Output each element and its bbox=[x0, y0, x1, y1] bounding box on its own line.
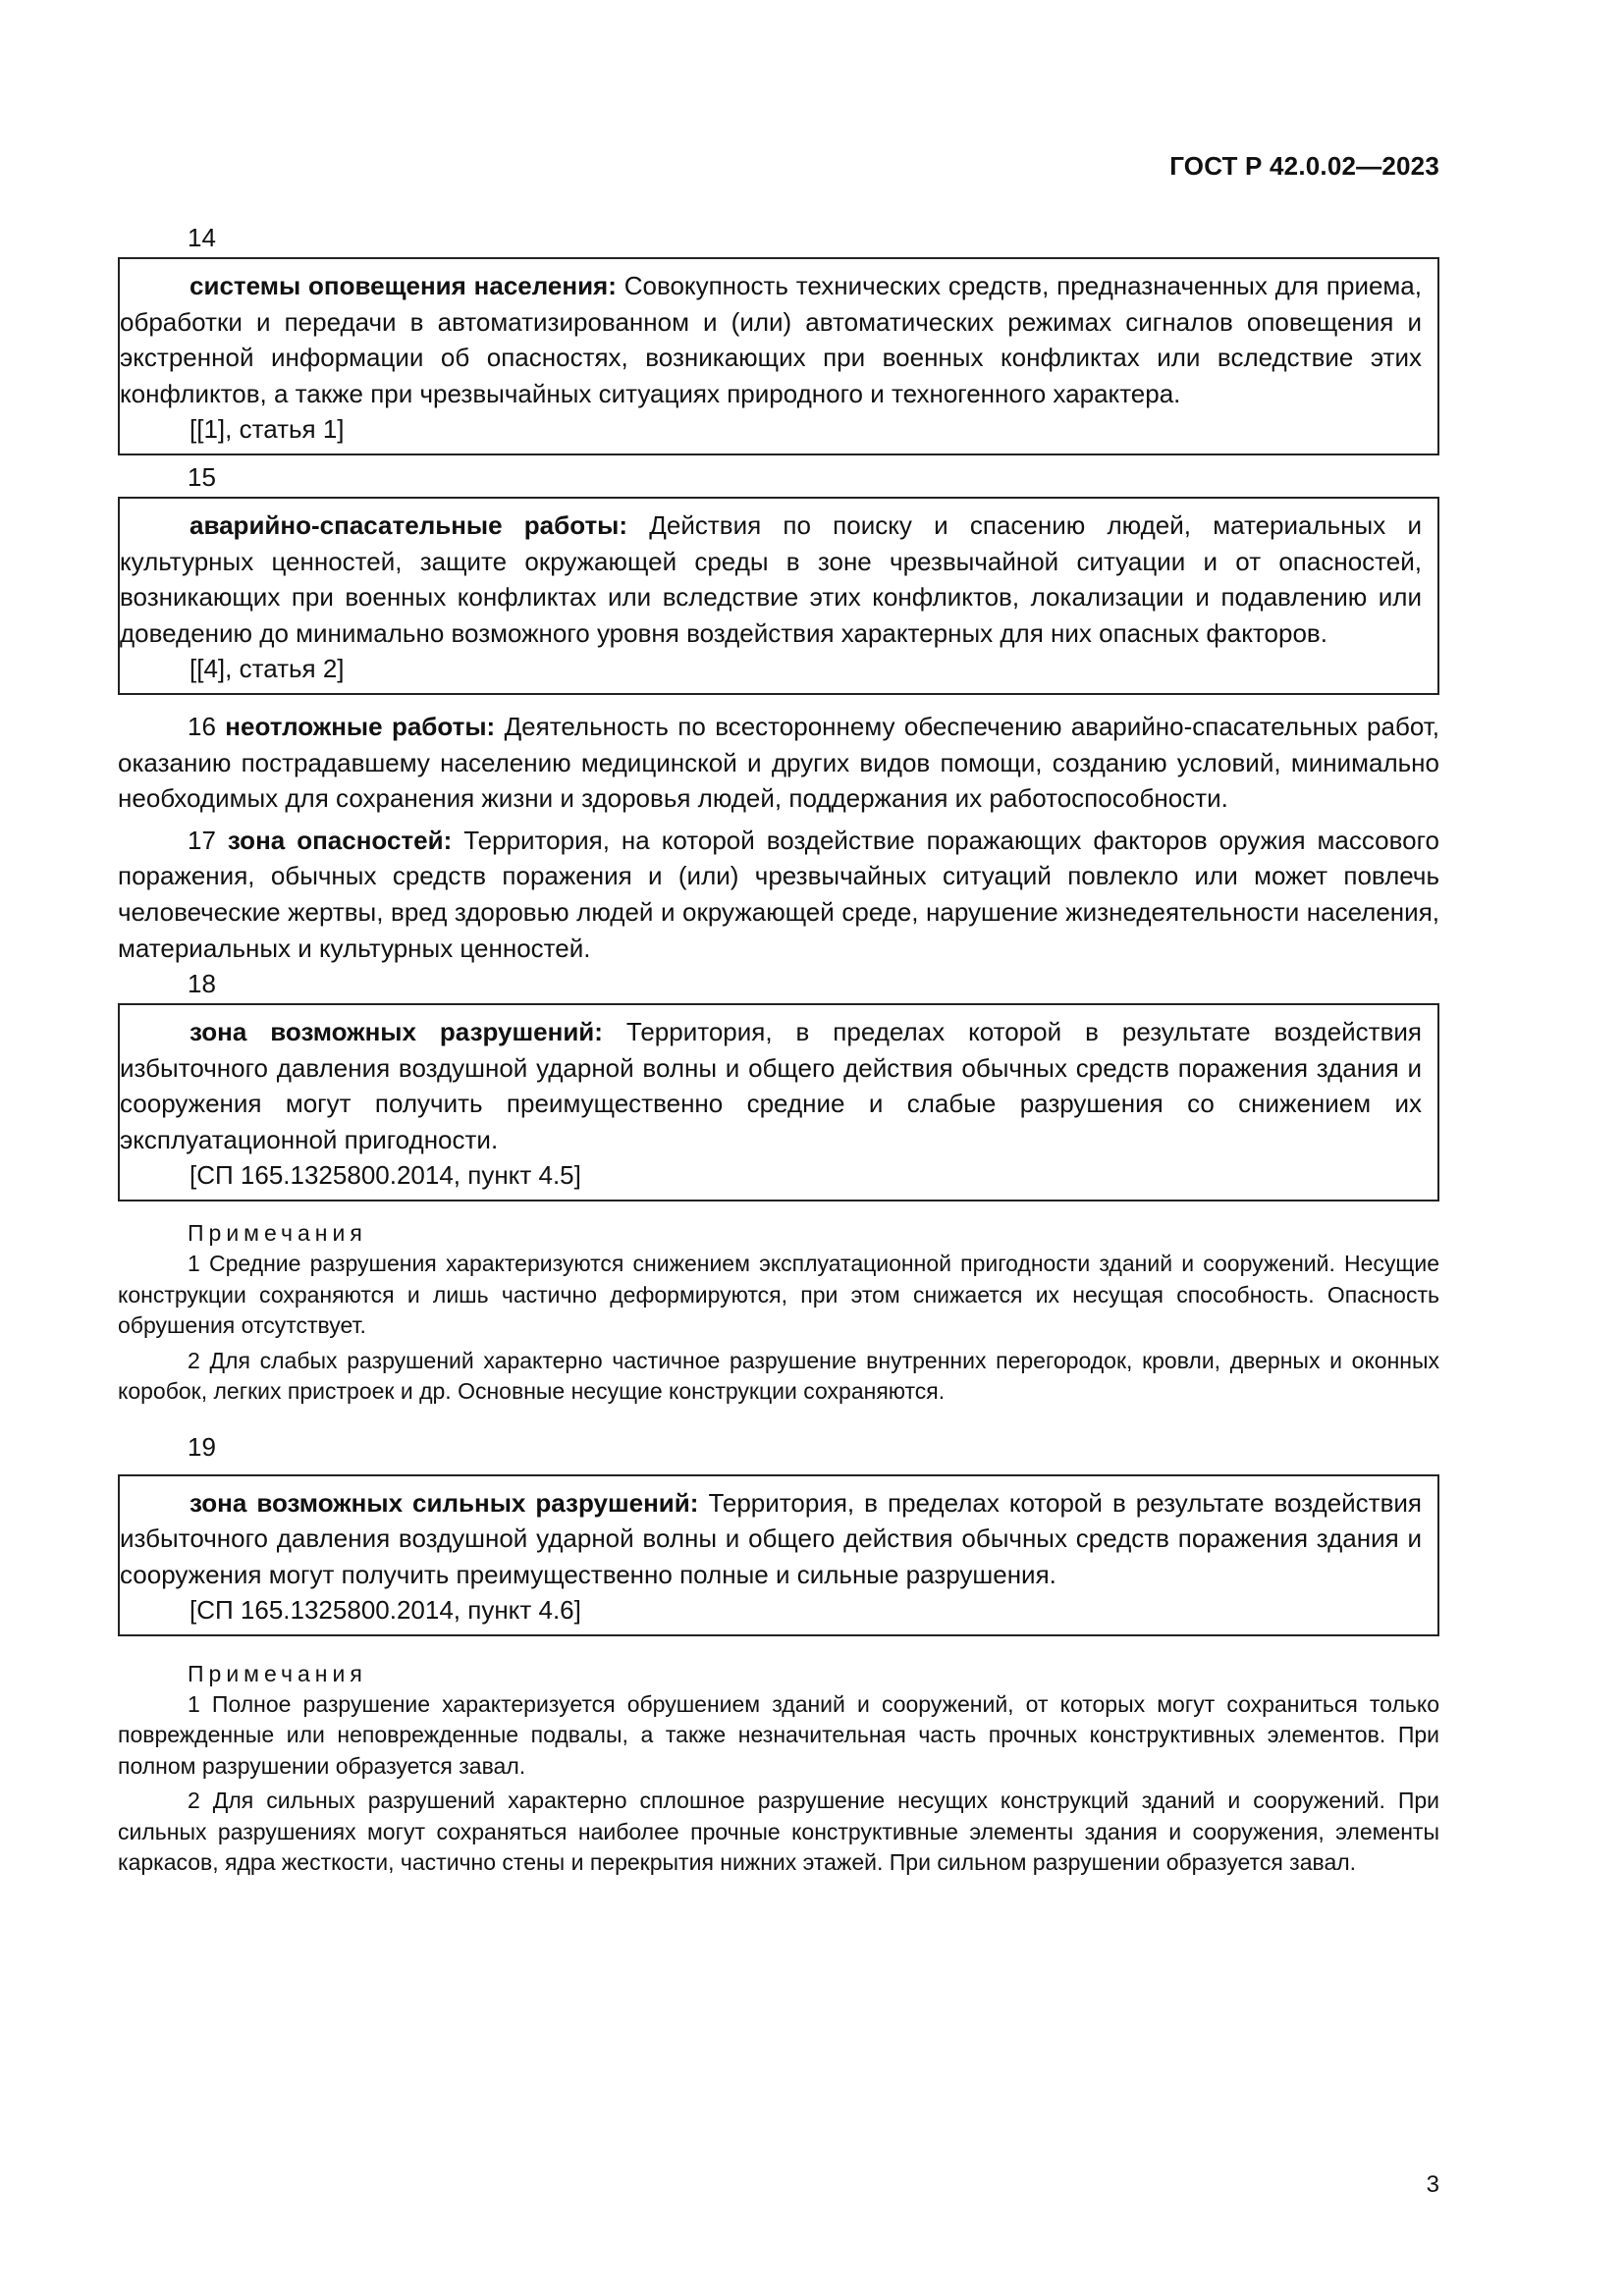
term-box bbox=[118, 1474, 1439, 1636]
term-name: зона возможных сильных разрушений: bbox=[189, 1487, 699, 1518]
notes-heading: Примечания bbox=[188, 1660, 367, 1686]
term-number: 15 bbox=[188, 461, 216, 492]
term-source: [СП 165.1325800.2014, пункт 4.6] bbox=[189, 1595, 581, 1626]
term-source: [СП 165.1325800.2014, пункт 4.5] bbox=[189, 1160, 581, 1191]
term-definition: системы оповещения населения: Совокупность технических средств, предназначенных для приема, обработки и передачи в автоматизированном и (или) автоматических режимах сигналов оповещения и экстренной информации об опасностях, возникающих при военных конфликтах или вследствие этих конфликтов, а также при чрезвычайных ситуациях природного и техногенного характера. bbox=[120, 271, 1422, 408]
page-body bbox=[118, 220, 1439, 1879]
document-title: ГОСТ Р 42.0.02—2023 bbox=[1169, 151, 1439, 181]
term-source: [[4], статья 2] bbox=[189, 654, 345, 684]
term-paragraph: 17 зона опасностей: Территория, на которой воздействие поражающих факторов оружия массового поражения, обычных средств поражения и (или) чрезвычайных ситуаций повлекло или может повлечь человеческие жертвы, вред здоровью людей и окружающей среде, нарушение жизнедеятельности населения, материальных и культурных ценностей. bbox=[118, 825, 1439, 963]
term-number: 14 bbox=[188, 223, 216, 252]
term-name: системы оповещения населения: bbox=[189, 271, 617, 300]
term-box bbox=[118, 497, 1439, 695]
note: 2 Для сильных разрушений характерно сплошное разрушение несущих конструкций зданий и сооружений. При сильных разрушениях могут сохраняться наиболее прочные конструктивные элементы здания и сооружения, элементы каркасов, ядра жесткости, частично стены и перекрытия нижних этажей. При сильном разрушении образуется завал. bbox=[118, 1788, 1439, 1876]
term-definition: зона возможных разрушений: Территория, в пределах которой в результате воздействия избыточного давления воздушной ударной волны и общего действия обычных средств поражения здания и сооружения могут получить преимущественно средние и слабые разрушения со снижением их эксплуатационной пригодности. bbox=[120, 1017, 1423, 1154]
term-number: 19 bbox=[188, 1431, 216, 1462]
term-name: зона опасностей: bbox=[227, 825, 453, 855]
term-definition: аварийно-спасательные работы: Действия по поиску и спасению людей, материальных и культурных ценностей, защите окружающей среды в зоне чрезвычайной ситуации и от опасностей, возникающих при военных конфликтах или вследствие этих конфликтов, локализации и подавлению или доведению до минимально возможного уровня воздействия характерных для них опасных факторов. bbox=[120, 509, 1422, 648]
term-box bbox=[118, 1003, 1439, 1201]
term-name: неотложные работы: bbox=[225, 711, 496, 741]
term-paragraph: 16 неотложные работы: Деятельность по всестороннему обеспечению аварийно-спасательных работ, оказанию пострадавшему населению медицинской и других видов помощи, созданию условий, минимально необходимых для сохранения жизни и здоровья людей, поддержания их работоспособности. bbox=[118, 711, 1439, 814]
term-name: аварийно-спасательные работы: bbox=[189, 509, 628, 540]
term-definition: зона возможных сильных разрушений: Территория, в пределах которой в результате воздействия избыточного давления воздушной ударной волны и общего действия обычных средств поражения здания и сооружения могут получить преимущественно полные и сильные разрушения. bbox=[120, 1487, 1422, 1589]
page-number: 3 bbox=[1426, 2171, 1439, 2198]
note: 1 Полное разрушение характеризуется обрушением зданий и сооружений, от которых могут сохраниться только поврежденные или неповрежденные подвалы, а также незначительная часть прочных конструктивных элементов. При полном разрушении образуется завал. bbox=[118, 1690, 1439, 1779]
notes-heading: Примечания bbox=[188, 1220, 367, 1247]
note: 2 Для слабых разрушений характерно частичное разрушение внутренних перегородок, кровли, дверных и оконных коробок, легких пристроек и др. Основные несущие конструкции сохраняются. bbox=[118, 1347, 1439, 1405]
note: 1 Средние разрушения характеризуются снижением эксплуатационной пригодности зданий и сооружений. Несущие конструкции сохраняются и лишь частично деформируются, при этом снижается их несущая способность. Опасность обрушения отсутствует. bbox=[118, 1251, 1439, 1339]
term-number: 18 bbox=[188, 969, 216, 999]
term-source: [[1], статья 1] bbox=[189, 414, 345, 445]
term-name: зона возможных разрушений: bbox=[189, 1017, 603, 1047]
term-box bbox=[118, 257, 1439, 455]
